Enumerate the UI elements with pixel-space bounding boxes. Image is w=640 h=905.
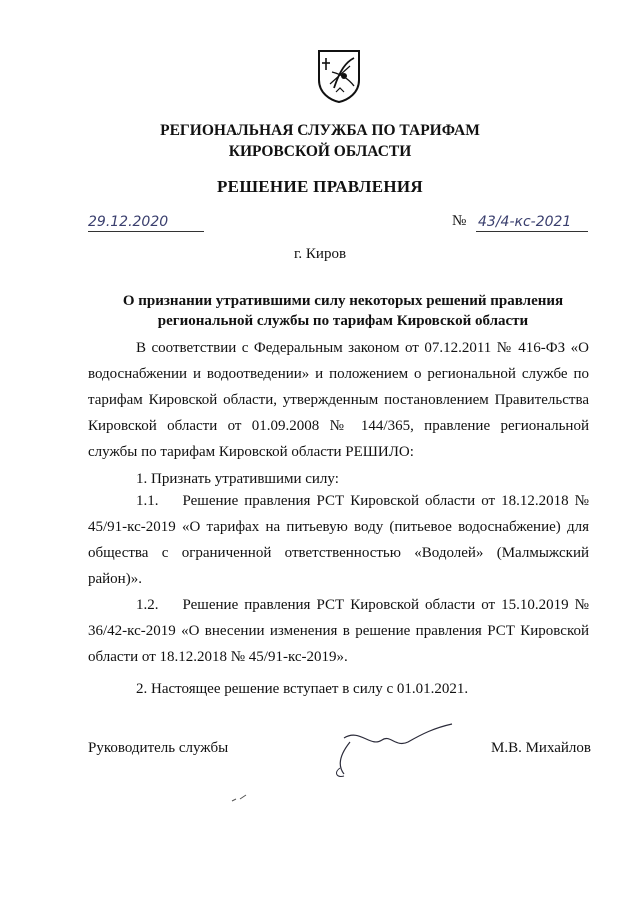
item-1: 1. Признать утратившими силу: bbox=[136, 471, 339, 487]
decision-number: 43/4-кс-2021 bbox=[478, 214, 572, 230]
number-underline bbox=[476, 231, 588, 232]
number-label: № bbox=[452, 213, 467, 229]
preamble-text: В соответствии с Федеральным законом от 07.12.2011 № 416-ФЗ «О водоснабжении и водоотведении» и положением о региональной службе по тарифам Кировской области, утвержденным постановлением Правительства Кировской области от 01.09.2008 № 144/365, правление региональной службы по тарифам Кировской области РЕШИЛО: bbox=[88, 340, 589, 460]
signatory-name: М.В. Михайлов bbox=[490, 740, 591, 756]
item-1-2 bbox=[88, 592, 589, 670]
item-1-1-number: 1.1. bbox=[136, 493, 159, 509]
item-1-1 bbox=[88, 488, 589, 592]
document-subject: О признании утратившими силу некоторых решений правления региональной службы по тарифам Кировской области bbox=[122, 293, 564, 329]
city: г. Киров bbox=[293, 246, 347, 262]
handwritten-signature bbox=[330, 718, 460, 778]
signatory-position: Руководитель службы bbox=[88, 740, 229, 756]
organization-name-line2: КИРОВСКОЙ ОБЛАСТИ bbox=[228, 143, 412, 160]
preamble-paragraph bbox=[88, 335, 589, 465]
item-2: 2. Настоящее решение вступает в силу с 01.01.2021. bbox=[136, 681, 469, 697]
stray-mark bbox=[230, 790, 250, 800]
item-1-1-text: Решение правления РСТ Кировской области от 18.12.2018 № 45/91-кс-2019 «О тарифах на питьевую воду (питьевое водоснабжение) для общества с ограниченной ответственностью «Водолей» (Малмыжский район)». bbox=[88, 493, 589, 587]
item-1-2-number: 1.2. bbox=[136, 597, 159, 613]
document-title: РЕШЕНИЕ ПРАВЛЕНИЯ bbox=[217, 177, 423, 196]
item-1-2-text: Решение правления РСТ Кировской области от 15.10.2019 № 36/42-кс-2019 «О внесении изменения в решение правления РСТ Кировской области от 18.12.2018 № 45/91-кс-2019». bbox=[88, 597, 589, 665]
decision-date: 29.12.2020 bbox=[88, 214, 169, 230]
kirov-oblast-crest-icon bbox=[316, 48, 362, 104]
organization-name-line1: РЕГИОНАЛЬНАЯ СЛУЖБА ПО ТАРИФАМ bbox=[160, 122, 480, 139]
date-underline bbox=[88, 231, 204, 232]
